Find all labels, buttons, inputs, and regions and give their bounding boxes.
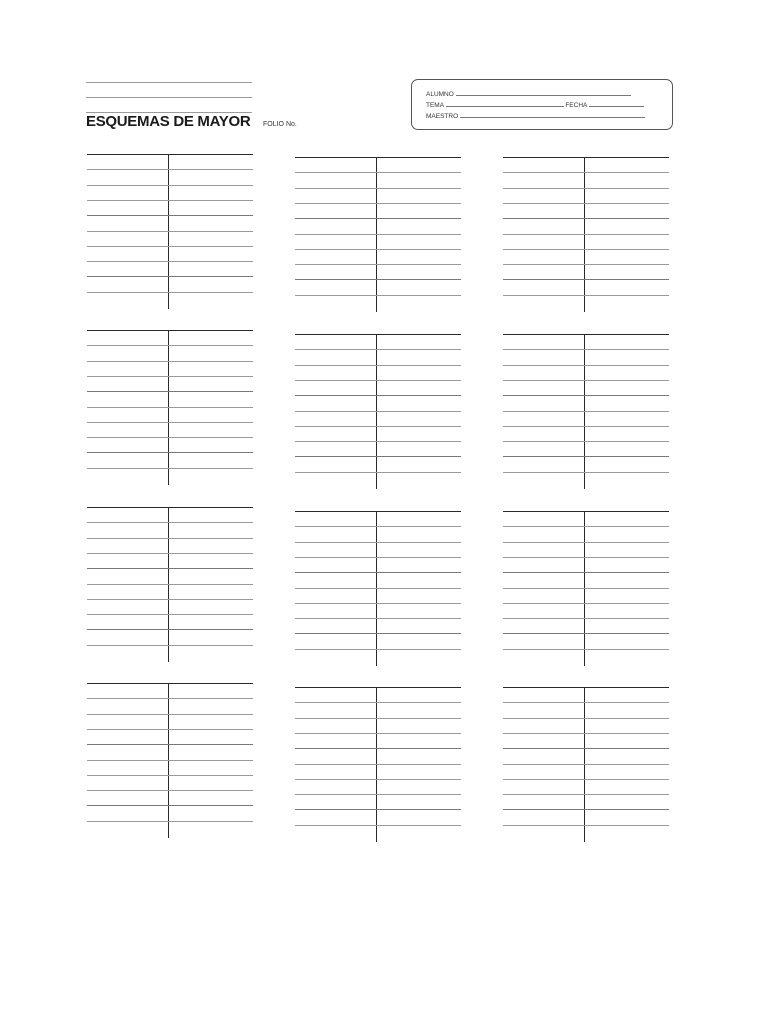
t-account-entry-line[interactable] bbox=[87, 391, 253, 392]
t-account-entry-line[interactable] bbox=[295, 395, 461, 396]
t-account-entry-line[interactable] bbox=[295, 264, 461, 265]
t-account-entry-line[interactable] bbox=[295, 295, 461, 296]
alumno-label: ALUMNO bbox=[426, 91, 454, 98]
t-account-entry-line[interactable] bbox=[295, 456, 461, 457]
header-line-1[interactable] bbox=[86, 82, 252, 83]
t-account bbox=[295, 511, 461, 666]
t-account-entry-line[interactable] bbox=[295, 526, 461, 527]
t-account-entry-line[interactable] bbox=[87, 729, 253, 730]
t-account-entry-line[interactable] bbox=[87, 744, 253, 745]
t-account-entry-line[interactable] bbox=[295, 203, 461, 204]
t-account-entry-line[interactable] bbox=[503, 380, 669, 381]
t-account-entry-line[interactable] bbox=[295, 794, 461, 795]
t-account-entry-line[interactable] bbox=[295, 441, 461, 442]
t-account-top-line bbox=[503, 157, 669, 158]
t-account-entry-line[interactable] bbox=[295, 557, 461, 558]
t-account-entry-line[interactable] bbox=[503, 472, 669, 473]
t-account-entry-line[interactable] bbox=[87, 805, 253, 806]
t-account-entry-line[interactable] bbox=[503, 365, 669, 366]
t-account-entry-line[interactable] bbox=[87, 261, 253, 262]
tema-row bbox=[426, 100, 644, 109]
t-account-entry-line[interactable] bbox=[87, 246, 253, 247]
t-account-entry-line[interactable] bbox=[503, 557, 669, 558]
t-account-entry-line[interactable] bbox=[87, 215, 253, 216]
t-account-entry-line[interactable] bbox=[87, 376, 253, 377]
t-account-entry-line[interactable] bbox=[87, 169, 253, 170]
t-account-entry-line[interactable] bbox=[295, 349, 461, 350]
t-account-top-line bbox=[295, 687, 461, 688]
t-account-entry-line[interactable] bbox=[503, 572, 669, 573]
t-account-entry-line[interactable] bbox=[503, 588, 669, 589]
t-account-entry-line[interactable] bbox=[503, 526, 669, 527]
t-account-entry-line[interactable] bbox=[87, 522, 253, 523]
t-account-entry-line[interactable] bbox=[295, 411, 461, 412]
t-account-entry-line[interactable] bbox=[87, 407, 253, 408]
t-account-top-line bbox=[87, 154, 253, 155]
tema-label: TEMA bbox=[426, 102, 444, 109]
t-account-entry-line[interactable] bbox=[503, 718, 669, 719]
t-account bbox=[87, 507, 253, 662]
t-account-entry-line[interactable] bbox=[503, 441, 669, 442]
t-account bbox=[295, 334, 461, 489]
t-account bbox=[503, 687, 669, 842]
t-account-entry-line[interactable] bbox=[503, 234, 669, 235]
t-account-top-line bbox=[87, 683, 253, 684]
t-account-entry-line[interactable] bbox=[87, 468, 253, 469]
t-account-entry-line[interactable] bbox=[87, 185, 253, 186]
t-account-entry-line[interactable] bbox=[295, 426, 461, 427]
t-account-entry-line[interactable] bbox=[503, 395, 669, 396]
t-account-entry-line[interactable] bbox=[87, 361, 253, 362]
t-account-entry-line[interactable] bbox=[87, 629, 253, 630]
t-account-entry-line[interactable] bbox=[503, 779, 669, 780]
t-account-entry-line[interactable] bbox=[295, 764, 461, 765]
t-account-entry-line[interactable] bbox=[295, 472, 461, 473]
t-account-entry-line[interactable] bbox=[503, 295, 669, 296]
t-account-entry-line[interactable] bbox=[503, 203, 669, 204]
t-account-entry-line[interactable] bbox=[87, 614, 253, 615]
t-account-entry-line[interactable] bbox=[87, 231, 253, 232]
t-account-entry-line[interactable] bbox=[295, 618, 461, 619]
t-account-entry-line[interactable] bbox=[503, 649, 669, 650]
maestro-field[interactable] bbox=[460, 111, 645, 118]
maestro-row bbox=[426, 111, 645, 120]
t-account-entry-line[interactable] bbox=[87, 422, 253, 423]
t-account-top-line bbox=[87, 507, 253, 508]
t-account-entry-line[interactable] bbox=[295, 603, 461, 604]
t-account-entry-line[interactable] bbox=[503, 426, 669, 427]
t-account-entry-line[interactable] bbox=[295, 779, 461, 780]
t-account-entry-line[interactable] bbox=[295, 702, 461, 703]
fecha-label: FECHA bbox=[565, 102, 587, 109]
header-line-2[interactable] bbox=[86, 97, 252, 98]
t-account-entry-line[interactable] bbox=[503, 264, 669, 265]
t-account-entry-line[interactable] bbox=[87, 790, 253, 791]
t-account-entry-line[interactable] bbox=[295, 249, 461, 250]
t-account-entry-line[interactable] bbox=[503, 702, 669, 703]
t-account bbox=[295, 157, 461, 312]
t-account-entry-line[interactable] bbox=[295, 234, 461, 235]
t-account-entry-line[interactable] bbox=[503, 456, 669, 457]
t-account-entry-line[interactable] bbox=[503, 411, 669, 412]
t-account-entry-line[interactable] bbox=[295, 188, 461, 189]
t-account-entry-line[interactable] bbox=[503, 733, 669, 734]
alumno-row bbox=[426, 89, 631, 98]
t-account bbox=[87, 154, 253, 309]
t-account bbox=[503, 334, 669, 489]
t-account-entry-line[interactable] bbox=[295, 572, 461, 573]
t-account-entry-line[interactable] bbox=[503, 794, 669, 795]
t-account-entry-line[interactable] bbox=[87, 538, 253, 539]
t-account-top-line bbox=[87, 330, 253, 331]
t-account-entry-line[interactable] bbox=[295, 825, 461, 826]
t-account-entry-line[interactable] bbox=[87, 568, 253, 569]
t-account bbox=[87, 683, 253, 838]
t-account-entry-line[interactable] bbox=[295, 380, 461, 381]
t-account-entry-line[interactable] bbox=[295, 633, 461, 634]
t-account-entry-line[interactable] bbox=[295, 279, 461, 280]
t-account-top-line bbox=[295, 157, 461, 158]
t-account bbox=[87, 330, 253, 485]
t-account-top-line bbox=[503, 687, 669, 688]
t-account bbox=[295, 687, 461, 842]
t-account-entry-line[interactable] bbox=[295, 542, 461, 543]
t-account-entry-line[interactable] bbox=[295, 172, 461, 173]
folio-label: FOLIO No. bbox=[263, 121, 297, 128]
t-account-entry-line[interactable] bbox=[503, 825, 669, 826]
t-account-entry-line[interactable] bbox=[503, 764, 669, 765]
t-account-entry-line[interactable] bbox=[503, 809, 669, 810]
t-account-entry-line[interactable] bbox=[503, 249, 669, 250]
t-account-entry-line[interactable] bbox=[87, 345, 253, 346]
t-account bbox=[503, 157, 669, 312]
t-account-entry-line[interactable] bbox=[87, 437, 253, 438]
tema-field[interactable] bbox=[446, 100, 564, 107]
t-account-entry-line[interactable] bbox=[87, 553, 253, 554]
t-account-entry-line[interactable] bbox=[295, 649, 461, 650]
t-account-entry-line[interactable] bbox=[503, 603, 669, 604]
t-account-top-line bbox=[295, 334, 461, 335]
page-title: ESQUEMAS DE MAYOR bbox=[86, 113, 251, 130]
t-account-entry-line[interactable] bbox=[503, 218, 669, 219]
t-account-entry-line[interactable] bbox=[87, 698, 253, 699]
t-account-entry-line[interactable] bbox=[295, 733, 461, 734]
t-account-entry-line[interactable] bbox=[295, 809, 461, 810]
t-account-entry-line[interactable] bbox=[503, 633, 669, 634]
alumno-field[interactable] bbox=[456, 89, 631, 96]
t-account-entry-line[interactable] bbox=[503, 748, 669, 749]
t-account-entry-line[interactable] bbox=[503, 618, 669, 619]
t-account-entry-line[interactable] bbox=[87, 200, 253, 201]
t-account-entry-line[interactable] bbox=[87, 584, 253, 585]
maestro-label: MAESTRO bbox=[426, 113, 459, 120]
t-account-entry-line[interactable] bbox=[87, 276, 253, 277]
t-account-entry-line[interactable] bbox=[503, 279, 669, 280]
student-info-box bbox=[411, 79, 673, 130]
t-account-entry-line[interactable] bbox=[87, 292, 253, 293]
t-account-entry-line[interactable] bbox=[295, 218, 461, 219]
t-account-top-line bbox=[503, 511, 669, 512]
t-account-entry-line[interactable] bbox=[87, 714, 253, 715]
t-account-entry-line[interactable] bbox=[87, 775, 253, 776]
t-account-entry-line[interactable] bbox=[295, 718, 461, 719]
t-account-entry-line[interactable] bbox=[87, 760, 253, 761]
t-account-entry-line[interactable] bbox=[295, 588, 461, 589]
t-account-top-line bbox=[295, 511, 461, 512]
t-account-entry-line[interactable] bbox=[503, 188, 669, 189]
t-account bbox=[503, 511, 669, 666]
t-account-entry-line[interactable] bbox=[87, 452, 253, 453]
t-account-entry-line[interactable] bbox=[87, 821, 253, 822]
t-account-entry-line[interactable] bbox=[295, 748, 461, 749]
t-account-entry-line[interactable] bbox=[503, 349, 669, 350]
t-account-entry-line[interactable] bbox=[87, 645, 253, 646]
fecha-field[interactable] bbox=[589, 100, 644, 107]
t-account-entry-line[interactable] bbox=[503, 172, 669, 173]
t-account-entry-line[interactable] bbox=[295, 365, 461, 366]
t-account-top-line bbox=[503, 334, 669, 335]
t-account-entry-line[interactable] bbox=[87, 599, 253, 600]
t-account-entry-line[interactable] bbox=[503, 542, 669, 543]
